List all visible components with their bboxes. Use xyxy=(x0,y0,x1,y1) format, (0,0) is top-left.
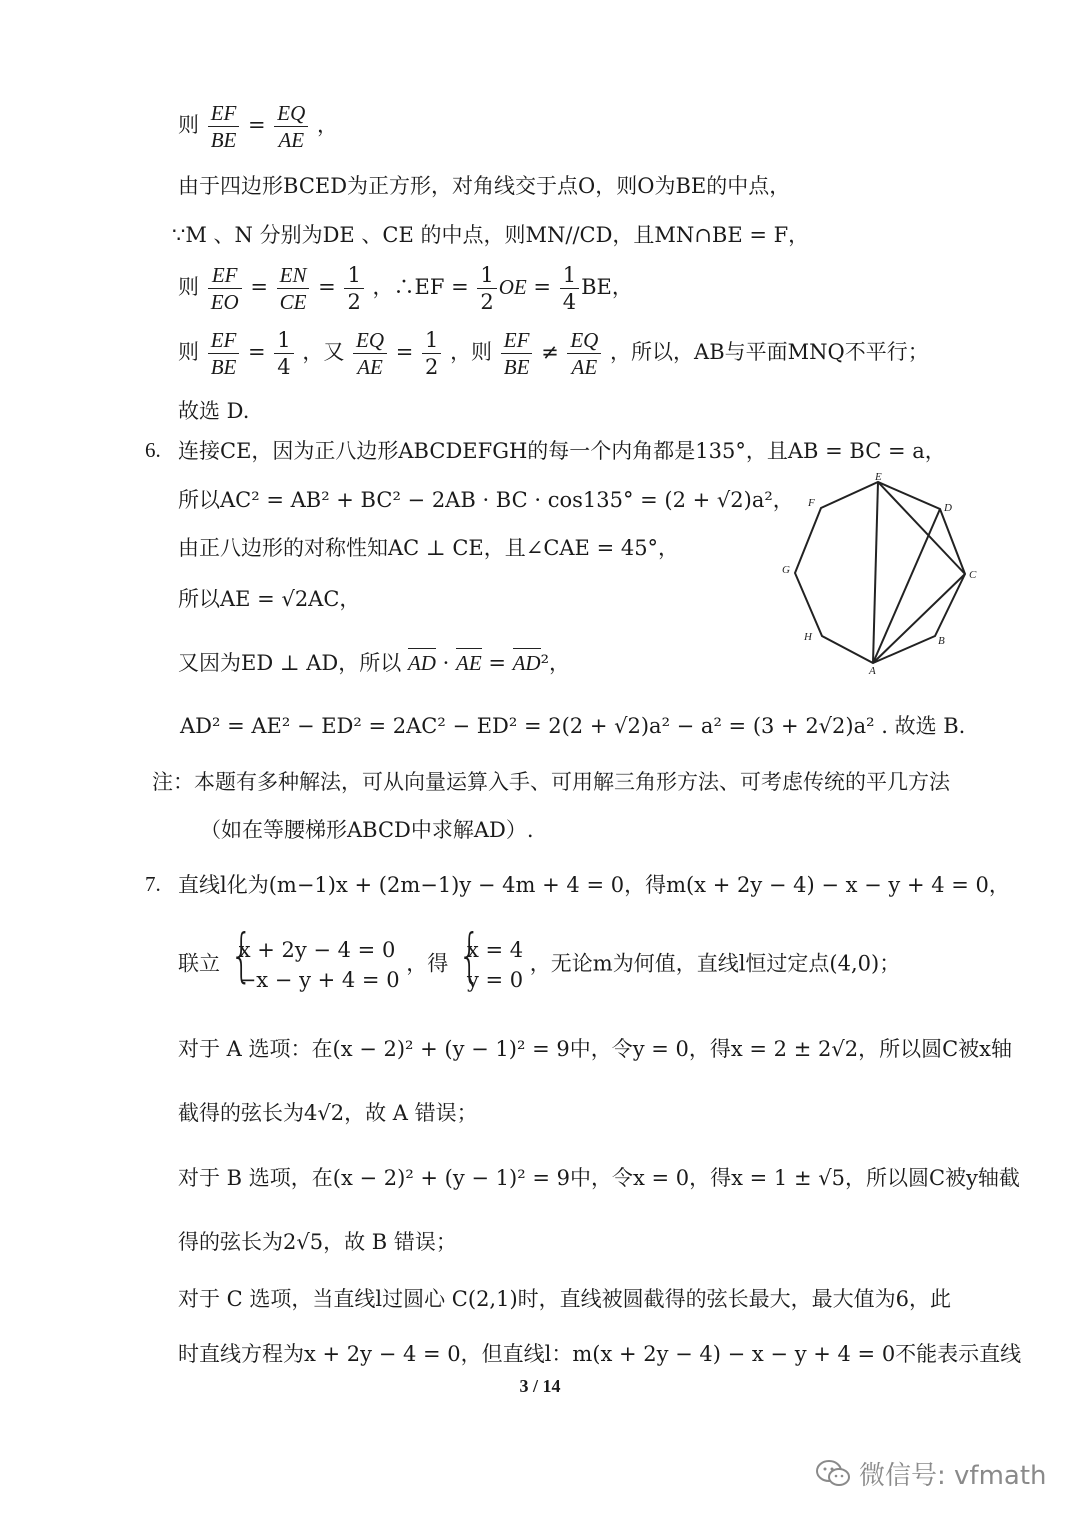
fraction-eq-ae-2: $\frac{EQ}{AE}$ xyxy=(353,327,387,380)
fraction-eq-ae-3: $\frac{EQ}{AE}$ xyxy=(567,327,601,380)
watermark-text: 微信号: vfmath xyxy=(859,1461,1047,1491)
q7-line-2: 联立 { x + 2y − 4 = 0 −x − y + 4 = 0 ，得 { x = 4 y = 0 ，无论m为何值，直线l恒过定点(4,0)； xyxy=(178,935,900,995)
fraction-1-2: $\frac{1}{2}$ xyxy=(344,262,363,315)
fraction-en-ce: $\frac{EN}{CE}$ xyxy=(277,262,310,315)
system-equations-2: { x = 4 y = 0 xyxy=(455,935,523,995)
q7-line-6: 得的弦长为2√5，故 B 错误； xyxy=(178,1230,457,1254)
fraction-eq-ae: $\frac{EQ}{AE}$ xyxy=(274,100,308,153)
fraction-ef-be-3: $\frac{EF}{BE}$ xyxy=(501,327,533,380)
wechat-icon xyxy=(815,1459,851,1489)
line-answer-d: 故选 D. xyxy=(178,399,250,423)
fraction-1-2c: $\frac{1}{2}$ xyxy=(422,327,441,380)
fraction-1-2b: $\frac{1}{2}$ xyxy=(477,262,496,315)
q7-line-7: 对于 C 选项，当直线l过圆心 C(2,1)时，直线被圆截得的弦长最大，最大值为6，此 xyxy=(178,1287,952,1311)
text: ， xyxy=(316,113,338,137)
system-equations-1: { x + 2y − 4 = 0 −x − y + 4 = 0 xyxy=(227,935,400,995)
label-g: G xyxy=(782,564,790,576)
q6-line-4: 所以AE = √2AC， xyxy=(178,587,361,611)
line-midpoint-statement: ∵M 、N 分别为DE 、CE 的中点，则MN//CD，且MN∩BE = F， xyxy=(172,223,810,247)
q6-line-2: 所以AC² = AB² + BC² − 2AB · BC · cos135° = (2 + √2)a²， xyxy=(178,488,794,512)
q6-line-5: 又因为ED ⊥ AD，所以 AD · AE = AD²， xyxy=(178,648,570,677)
label-a: A xyxy=(869,665,876,677)
label-c: C xyxy=(969,569,977,581)
q6-line-1: 连接CE，因为正八边形ABCDEFGH的每一个内角都是135°，且AB = BC = a， xyxy=(178,439,946,463)
text: 则 xyxy=(178,113,199,137)
watermark xyxy=(815,1455,1047,1492)
label-h: H xyxy=(804,631,812,643)
q6-line-6: AD² = AE² − ED² = 2AC² − ED² = 2(2 + √2)a² − a² = (3 + 2√2)a² . 故选 B. xyxy=(180,714,966,738)
note-line-2: （如在等腰梯形ABCD中求解AD）. xyxy=(200,818,534,842)
fraction-1-4b: $\frac{1}{4}$ xyxy=(274,327,293,380)
octagon-figure xyxy=(770,470,990,680)
q7-line-5: 对于 B 选项，在(x − 2)² + (y − 1)² = 9中，令x = 0，得x = 1 ± √5，所以圆C被y轴截 xyxy=(178,1166,1020,1190)
label-b: B xyxy=(938,635,945,647)
vector-ad: AD xyxy=(408,648,436,677)
note-line-1: 注：本题有多种解法，可从向量运算入手、可用解三角形方法、可考虑传统的平几方法 xyxy=(152,770,950,794)
fraction-ef-be-2: $\frac{EF}{BE}$ xyxy=(208,327,240,380)
segment-ad xyxy=(873,509,940,663)
question-number-6: 6. xyxy=(145,438,161,462)
q7-line-1: 直线l化为(m−1)x + (2m−1)y − 4m + 4 = 0，得m(x + 2y − 4) − x − y + 4 = 0， xyxy=(178,873,1010,897)
vector-ad-2: AD xyxy=(513,648,541,677)
segment-ae xyxy=(873,482,878,663)
line-ratio-2: 则 $\frac{EF}{EO}$ = $\frac{EN}{CE}$ = $\frac{1}{2}$ ，∴EF = $\frac{1}{2}$ OE = $\frac{1}{4}$ BE， xyxy=(178,263,633,314)
fraction-ef-eo: $\frac{EF}{EO}$ xyxy=(208,262,242,315)
label-f: F xyxy=(808,497,815,509)
fraction-1-4: $\frac{1}{4}$ xyxy=(560,262,579,315)
label-d: D xyxy=(944,502,952,514)
line-ratio-3: 则 $\frac{EF}{BE}$ = $\frac{1}{4}$ ，又 $\frac{EQ}{AE}$ = $\frac{1}{2}$ ，则 $\frac{EF}{BE}$ ≠ $\frac{EQ}{AE}$ ，所以，AB与平面MNQ不平行； xyxy=(178,328,929,379)
question-number-7: 7. xyxy=(145,872,161,896)
vector-ae: AE xyxy=(456,648,482,677)
line-square-statement: 由于四边形BCED为正方形，对角线交于点O，则O为BE的中点， xyxy=(178,174,791,198)
q7-line-8: 时直线方程为x + 2y − 4 = 0，但直线l：m(x + 2y − 4) − x − y + 4 = 0不能表示直线 xyxy=(178,1342,1022,1366)
q6-line-3: 由正八边形的对称性知AC ⊥ CE，且∠CAE = 45°， xyxy=(178,536,680,560)
segment-ce xyxy=(878,482,965,574)
q7-line-3: 对于 A 选项：在(x − 2)² + (y − 1)² = 9中，令y = 0，得x = 2 ± 2√2，所以圆C被x轴 xyxy=(178,1037,1012,1061)
segment-ac xyxy=(873,574,965,663)
label-e: E xyxy=(875,471,882,483)
q7-line-4: 截得的弦长为4√2，故 A 错误； xyxy=(178,1101,478,1125)
line-ratio-1: 则 $\frac{EF}{BE}$ = $\frac{EQ}{AE}$ ， xyxy=(178,101,338,152)
fraction-ef-be: $\frac{EF}{BE}$ xyxy=(208,100,240,153)
page-number: 3 / 14 xyxy=(519,1376,561,1396)
